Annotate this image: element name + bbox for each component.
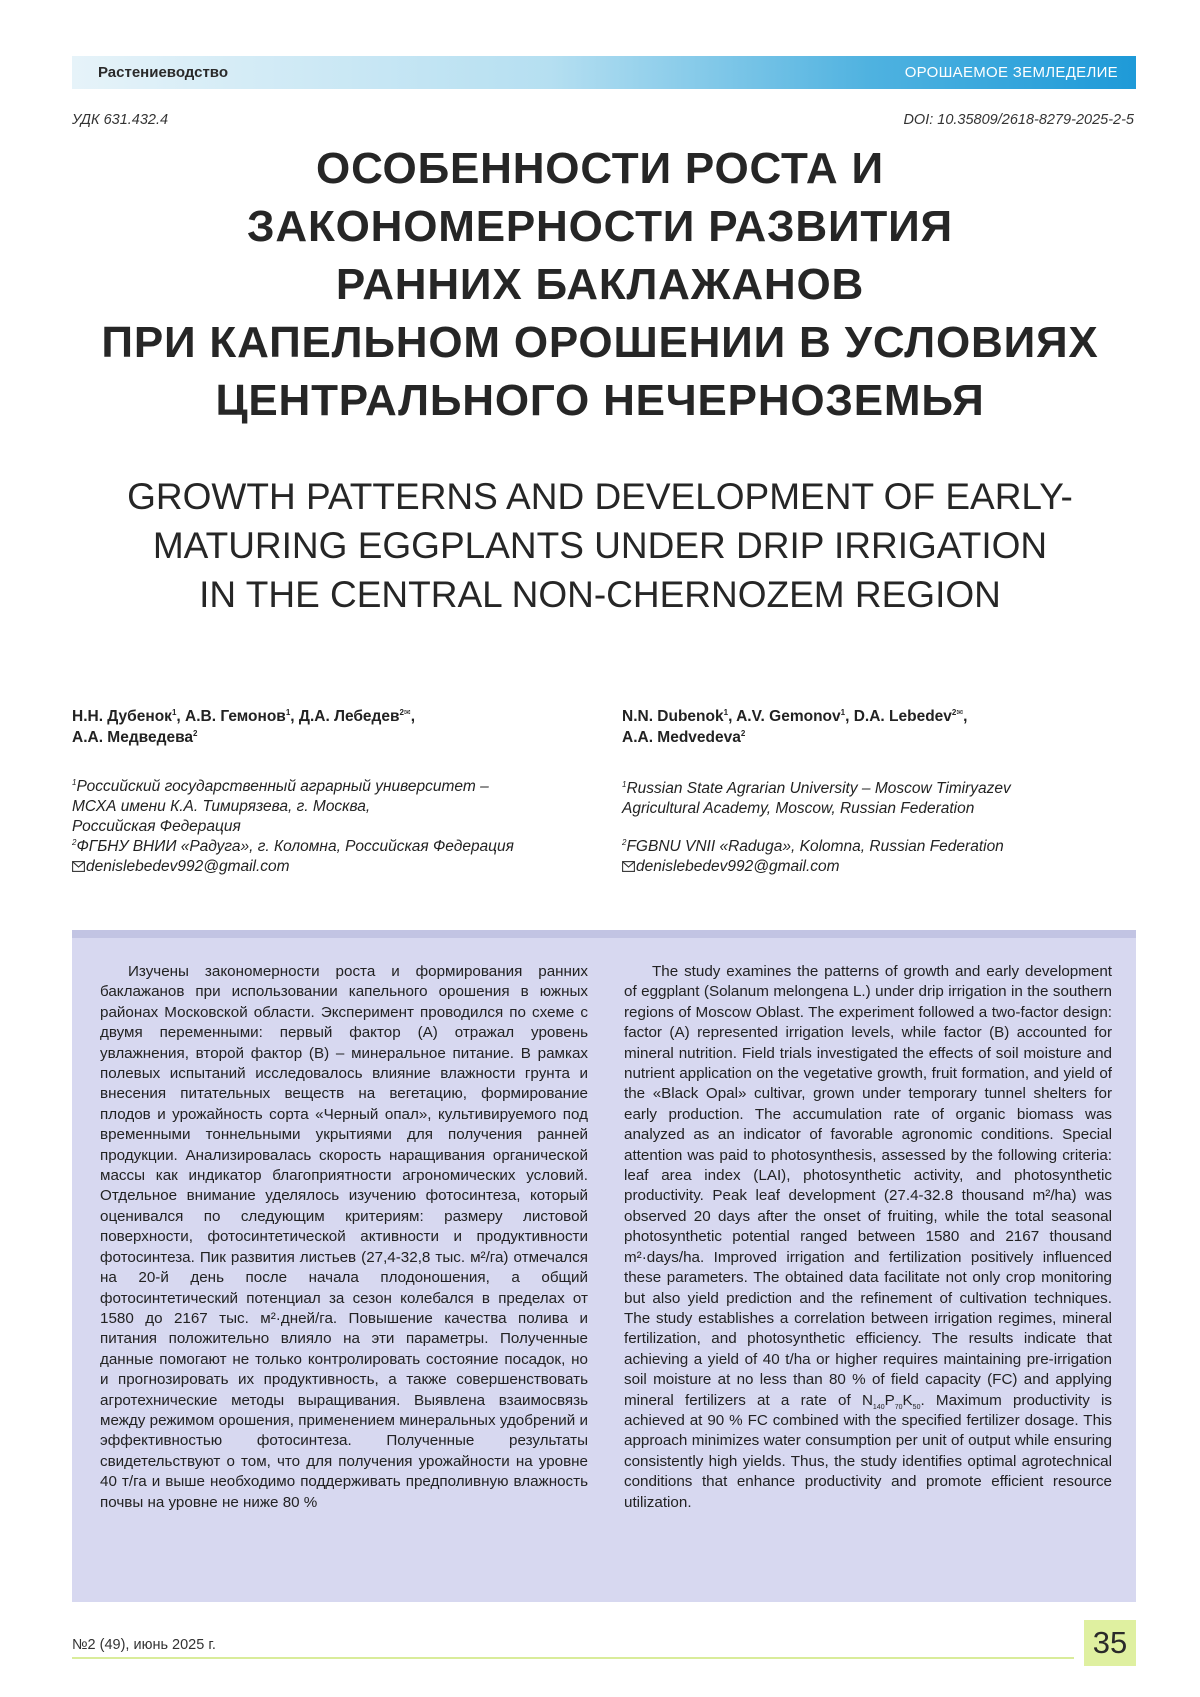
authors-column-english	[622, 706, 1162, 877]
aff-line: МСХА имени К.А. Тимирязева, г. Москва,	[72, 798, 371, 815]
title-english	[60, 472, 1140, 619]
aff-text: Russian State Agrarian University – Moscow Timiryazev	[626, 780, 1011, 797]
formula-n-sub: 140	[872, 1403, 885, 1411]
aff-text: ФГБНУ ВНИИ «Радуга», г. Коломна, Российская Федерация	[76, 838, 514, 855]
affiliation-1	[622, 779, 1162, 877]
author-sup: 2	[193, 728, 198, 738]
author-name: , А.В. Гемонов	[176, 708, 286, 725]
author-line	[72, 727, 612, 748]
aff-line	[72, 837, 612, 857]
abstract-english	[624, 962, 1112, 1513]
title-ru-line: ЦЕНТРАЛЬНОГО НЕЧЕРНОЗЕМЬЯ	[215, 376, 985, 425]
aff-line: Российская Федерация	[72, 818, 241, 835]
aff-line: Agricultural Academy, Moscow, Russian Federation	[622, 800, 975, 817]
doi-link[interactable]: DOI: 10.35809/2618-8279-2025-2-5	[903, 112, 1134, 128]
abstract-ru-text: Изучены закономерности роста и формирования ранних баклажанов при использовании капельного орошения в южных районах Московской области. Эксперимент проводился по схеме с двумя переменными: первый фактор (А) отражал уровень увлажнения, второй фактор (В) – минеральное питание. В рамках полевых испытаний исследовалось влияние влажности грунта и внесения питательных веществ на вегетацию, формирование плодов и урожайность сорта «Черный опал», культивируемого под временными тоннельными укрытиями для получения ранней продукции. Анализировалась скорость наращивания органической массы как индикатор благоприятности агрономических условий. Отдельное внимание уделялось изучению фотосинтеза, который оценивался по следующим критериям: размеру листовой поверхности, фотосинтетической активности и продуктивности фотосинтеза. Пик развития листьев (27,4-32,8 тыс. м²/га) отмечался на 20-й день после начала плодоношения, а общий фотосинтетический потенциал за сезон колебался в пределах от 1580 до 2167 тыс. м²·дней/га. Повышение качества полива и питания положительно влияло на эти параметры. Полученные данные помогают не только контролировать состояние посадок, но и прогнозировать их продуктивность, а также совершенствовать агротехнические методы выращивания. Выявлена взаимосвязь между режимом орошения, применением минеральных удобрений и эффективностью фотосинтеза. Полученные результаты свидетельствуют о том, что для получения урожайности на уровне 40 т/га и выше необходимо поддерживать предполивную влажность почвы на уровне не ниже 80 %	[100, 963, 588, 1511]
abstract-en-part: The study examines the patterns of growth and early development of eggplant (Solanum melongena L.) under drip irrigation in the southern regions of Moscow Oblast. The experiment followed a two-factor design: factor (A) represented irrigation levels, while factor (B) accounted for mineral nutrition. Field trials investigated the effects of soil moisture and nutrient application on the vegetative growth, fruit formation, and yield of the «Black Opal» cultivar, grown under temporary tunnel shelters for early production. The accumulation rate of organic biomass was analyzed as an indicator of favorable agronomic conditions. Special attention was paid to photosynthesis, assessed by the following criteria: leaf area index (LAI), photosynthetic activity, and photosynthetic productivity. Peak leaf development (27.4-32.8 thousand m²/ha) was observed 20 days after the onset of fruiting, while the total seasonal photosynthetic potential ranged between 1580 and 2167 thousand m²·days/ha. Improved irrigation and fertilization positively influenced these parameters. The obtained data facilitate not only crop monitoring but also yield prediction and the refinement of cultivation techniques. The study establishes a correlation between irrigation regimes, mineral fertilization, and photosynthetic efficiency. The results indicate that achieving a yield of 40 t/ha or higher requires maintaining pre-irrigation soil moisture at no less than 80 % of field capacity (FC) and applying mineral fertilizers at a rate of	[624, 963, 1112, 1409]
udk-code: УДК 631.432.4	[72, 112, 169, 128]
title-russian	[60, 140, 1140, 430]
email-line	[72, 857, 612, 877]
author-sup: 1	[285, 707, 291, 717]
aff-text: Российский государственный аграрный университет –	[76, 778, 489, 795]
author-name: N.N. Dubenok	[622, 708, 724, 725]
aff-sup: 2	[72, 837, 77, 847]
author-name: Н.Н. Дубенок	[72, 708, 172, 725]
aff-spacer	[622, 819, 1162, 837]
formula-p: P	[884, 1391, 895, 1409]
abstract-en-text	[624, 962, 1112, 1513]
abstract-russian	[100, 962, 588, 1513]
rubric-label: ОРОШАЕМОЕ ЗЕМЛЕДЕЛИЕ	[904, 64, 1118, 81]
aff-line	[72, 777, 612, 797]
author-sup: 1	[840, 707, 846, 717]
title-ru-line: ПРИ КАПЕЛЬНОМ ОРОШЕНИИ В УСЛОВИЯХ	[101, 318, 1099, 367]
author-name: А.А. Медведева	[72, 729, 194, 746]
title-en-line: GROWTH PATTERNS AND DEVELOPMENT OF EARLY-	[127, 476, 1073, 517]
author-sup: 1	[723, 707, 729, 717]
author-sup: 2	[740, 728, 746, 738]
author-sep: ,	[410, 708, 416, 725]
email-link[interactable]: denislebedev992@gmail.com	[86, 858, 290, 875]
author-sup: 1	[171, 707, 177, 717]
email-line	[622, 857, 1162, 877]
footer-divider	[72, 1657, 1074, 1659]
abstract-en-part: . Maximum productivity is achieved at 90 % FC combined with the specified fertilizer dosage. This approach minimizes water consumption per unit of output while ensuring consistently high yields. Thus, the study identifies optimal agrotechnical conditions that enhance productivity and promote efficient resource utilization.	[624, 1391, 1112, 1511]
author-list	[622, 706, 1162, 748]
formula-p-sub: 70	[894, 1403, 903, 1411]
author-name: A.A. Medvedeva	[622, 729, 741, 746]
issue-info: №2 (49), июнь 2025 г.	[72, 1637, 216, 1653]
formula-k: K	[902, 1391, 913, 1409]
aff-text: FGBNU VNII «Raduga», Kolomna, Russian Federation	[626, 838, 1004, 855]
formula-k-sub: 50	[912, 1403, 921, 1411]
author-name: , Д.А. Лебедев	[290, 708, 400, 725]
authors-column-russian	[72, 706, 612, 877]
author-sup: 2✉	[951, 707, 964, 717]
title-en-line: IN THE CENTRAL NON-CHERNOZEM REGION	[199, 574, 1001, 615]
envelope-icon	[622, 861, 635, 872]
abstract-box	[72, 930, 1136, 1602]
author-line	[622, 706, 1162, 727]
email-link[interactable]: denislebedev992@gmail.com	[636, 858, 840, 875]
author-line	[72, 706, 612, 727]
formula-n: N	[861, 1391, 873, 1409]
aff-line	[622, 779, 1162, 799]
aff-sup: 1	[72, 777, 77, 787]
title-ru-line: ОСОБЕННОСТИ РОСТА И	[316, 144, 884, 193]
author-list	[72, 706, 612, 748]
author-sep: ,	[963, 708, 968, 725]
title-ru-line: ЗАКОНОМЕРНОСТИ РАЗВИТИЯ	[247, 202, 953, 251]
envelope-icon	[72, 861, 85, 872]
section-header-bar	[72, 56, 1136, 89]
affiliation-1	[72, 777, 612, 877]
aff-sup: 1	[622, 779, 627, 789]
author-line	[622, 727, 1162, 748]
author-name: , A.V. Gemonov	[728, 708, 841, 725]
title-ru-line: РАННИХ БАКЛАЖАНОВ	[335, 260, 865, 309]
page-number: 35	[1084, 1620, 1136, 1666]
section-label: Растениеводство	[98, 64, 228, 81]
title-en-line: MATURING EGGPLANTS UNDER DRIP IRRIGATION	[152, 525, 1048, 566]
aff-line	[622, 837, 1162, 857]
aff-sup: 2	[622, 837, 627, 847]
author-name: , D.A. Lebedev	[845, 708, 952, 725]
author-sup: 2✉	[399, 707, 411, 717]
